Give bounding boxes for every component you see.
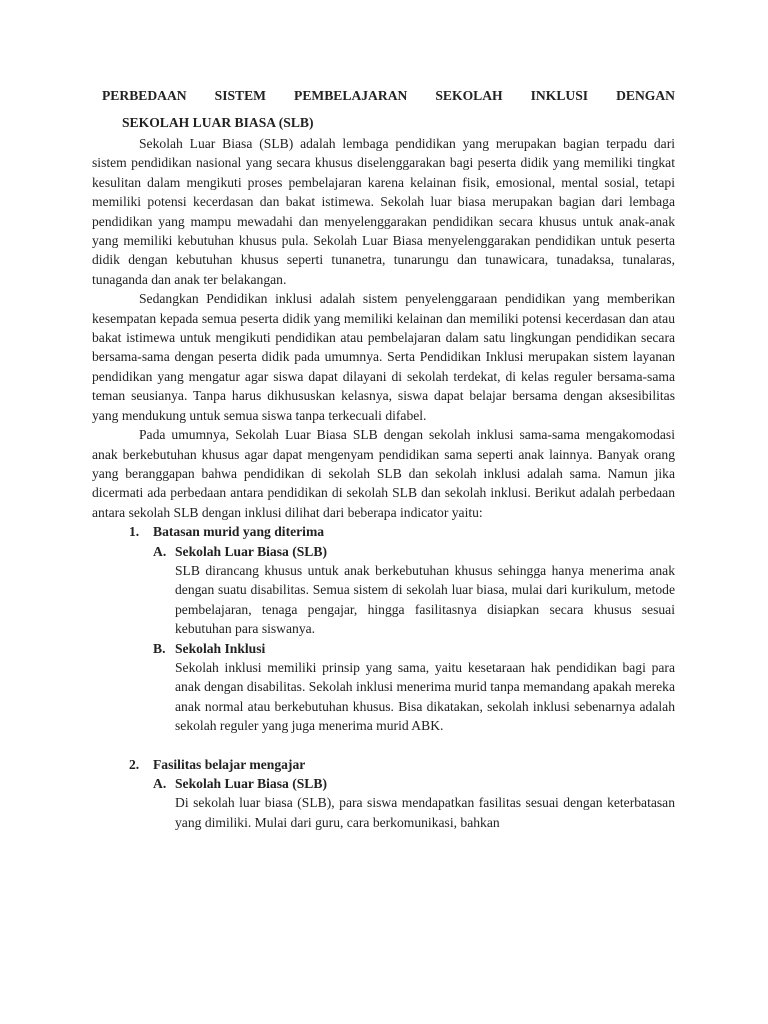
sub-item-letter: B. xyxy=(153,640,166,656)
sub-item-letter: A. xyxy=(153,776,167,791)
sub-item-text: Di sekolah luar biasa (SLB), para siswa mendapatkan fasilitas sesuai dengan keterbatasan yang dimiliki. Mulai dari guru, cara berkomunikasi, bahkan xyxy=(175,795,675,830)
list-item xyxy=(129,755,675,774)
sub-item-text: Sekolah inklusi memiliki prinsip yang sama, yaitu kesetaraan hak pendidikan bagi para anak dengan disabilitas. Sekolah inklusi menerima murid tanpa memandang apakah mereka anak normal atau berkebutuhan khusus. Bisa dikatakan, sekolah inklusi sebenarnya adalah sekolah reguler yang juga menerima murid ABK. xyxy=(175,659,675,734)
paragraph-comparison-intro: Pada umumnya, Sekolah Luar Biasa SLB dengan sekolah inklusi sama-sama mengakomodasi anak berkebutuhan khusus agar dapat mengenyam pendidikan sama seperti anak lainnya. Banyak orang yang beranggapan bahwa pendidikan di sekolah SLB dan sekolah inklusi adalah sama. Namun jika dicermati ada perbedaan antara pendidikan di sekolah SLB dan sekolah inklusi. Berikut adalah perbedaan antara sekolah SLB dengan inklusi dilihat dari beberapa indicator yaitu: xyxy=(92,427,675,520)
sub-item-label: Sekolah Inklusi xyxy=(175,640,266,656)
sub-item-heading xyxy=(153,542,675,561)
document-page xyxy=(92,84,675,832)
sub-item-heading xyxy=(153,774,675,793)
list-item xyxy=(129,522,675,541)
document-title-line2: SEKOLAH LUAR BIASA (SLB) xyxy=(122,115,314,130)
list-item-number: 2. xyxy=(129,756,140,772)
sub-item-heading xyxy=(153,639,675,658)
sub-item-letter: A. xyxy=(153,543,167,559)
sub-item-text: SLB dirancang khusus untuk anak berkebutuhan khusus sehingga hanya menerima anak dengan suatu disabilitas. Semua sistem di sekolah luar biasa, mulai dari kurikulum, metode pembelajaran, tenaga pengajar, hingga fasilitasnya disiapkan secara khusus sesuai kebutuhan para siswanya. xyxy=(175,562,675,637)
sub-item-label: Sekolah Luar Biasa (SLB) xyxy=(175,543,327,559)
list-item-heading: Batasan murid yang diterima xyxy=(153,524,325,540)
indicator-list xyxy=(92,522,675,832)
list-item-heading: Fasilitas belajar mengajar xyxy=(153,756,306,772)
sub-item-label: Sekolah Luar Biasa (SLB) xyxy=(175,776,327,791)
document-title-line1: PERBEDAAN SISTEM PEMBELAJARAN SEKOLAH INKLUSI DENGAN xyxy=(102,88,675,103)
spacer xyxy=(92,736,675,755)
paragraph-inklusi-definition: Sedangkan Pendidikan inklusi adalah sistem penyelenggaraan pendidikan yang memberikan kesempatan kepada semua peserta didik yang memiliki kelainan dan memiliki potensi kecerdasan dan atau bakat istimewa untuk mengikuti pendidikan atau pembelajaran dalam satu lingkungan pendidikan secara bersama-sama dengan peserta didik pada umumnya. Serta Pendidikan Inklusi merupakan sistem layanan pendidikan yang mengatur agar siswa dapat dilayani di sekolah terdekat, di kelas reguler bersama-sama teman seusianya. Tanpa harus dikhususkan kelasnya, siswa dapat belajar bersama dengan aksesibilitas yang mendukung untuk semua siswa tanpa terkecuali difabel. xyxy=(92,291,675,423)
list-item-number: 1. xyxy=(129,524,140,540)
paragraph-slb-definition: Sekolah Luar Biasa (SLB) adalah lembaga pendidikan yang merupakan bagian terpadu dari sistem pendidikan nasional yang secara khusus diselenggarakan bagi peserta didik yang memiliki tingkat kesulitan dalam mengikuti proses pembelajaran karena kelainan fisik, emosional, mental sosial, tetapi memiliki potensi kecerdasan dan bakat istimewa. Sekolah luar biasa merupakan bagian dari lembaga pendidikan yang mampu mewadahi dan menyelenggarakan pendidikan secara khusus untuk anak-anak yang memiliki kebutuhan khusus pula. Sekolah Luar Biasa menyelenggarakan pendidikan untuk peserta didik dengan kebutuhan khusus seperti tunanetra, tunarungu dan tunawicara, tunadaksa, tunalaras, tunaganda dan anak ter belakangan. xyxy=(92,136,675,287)
